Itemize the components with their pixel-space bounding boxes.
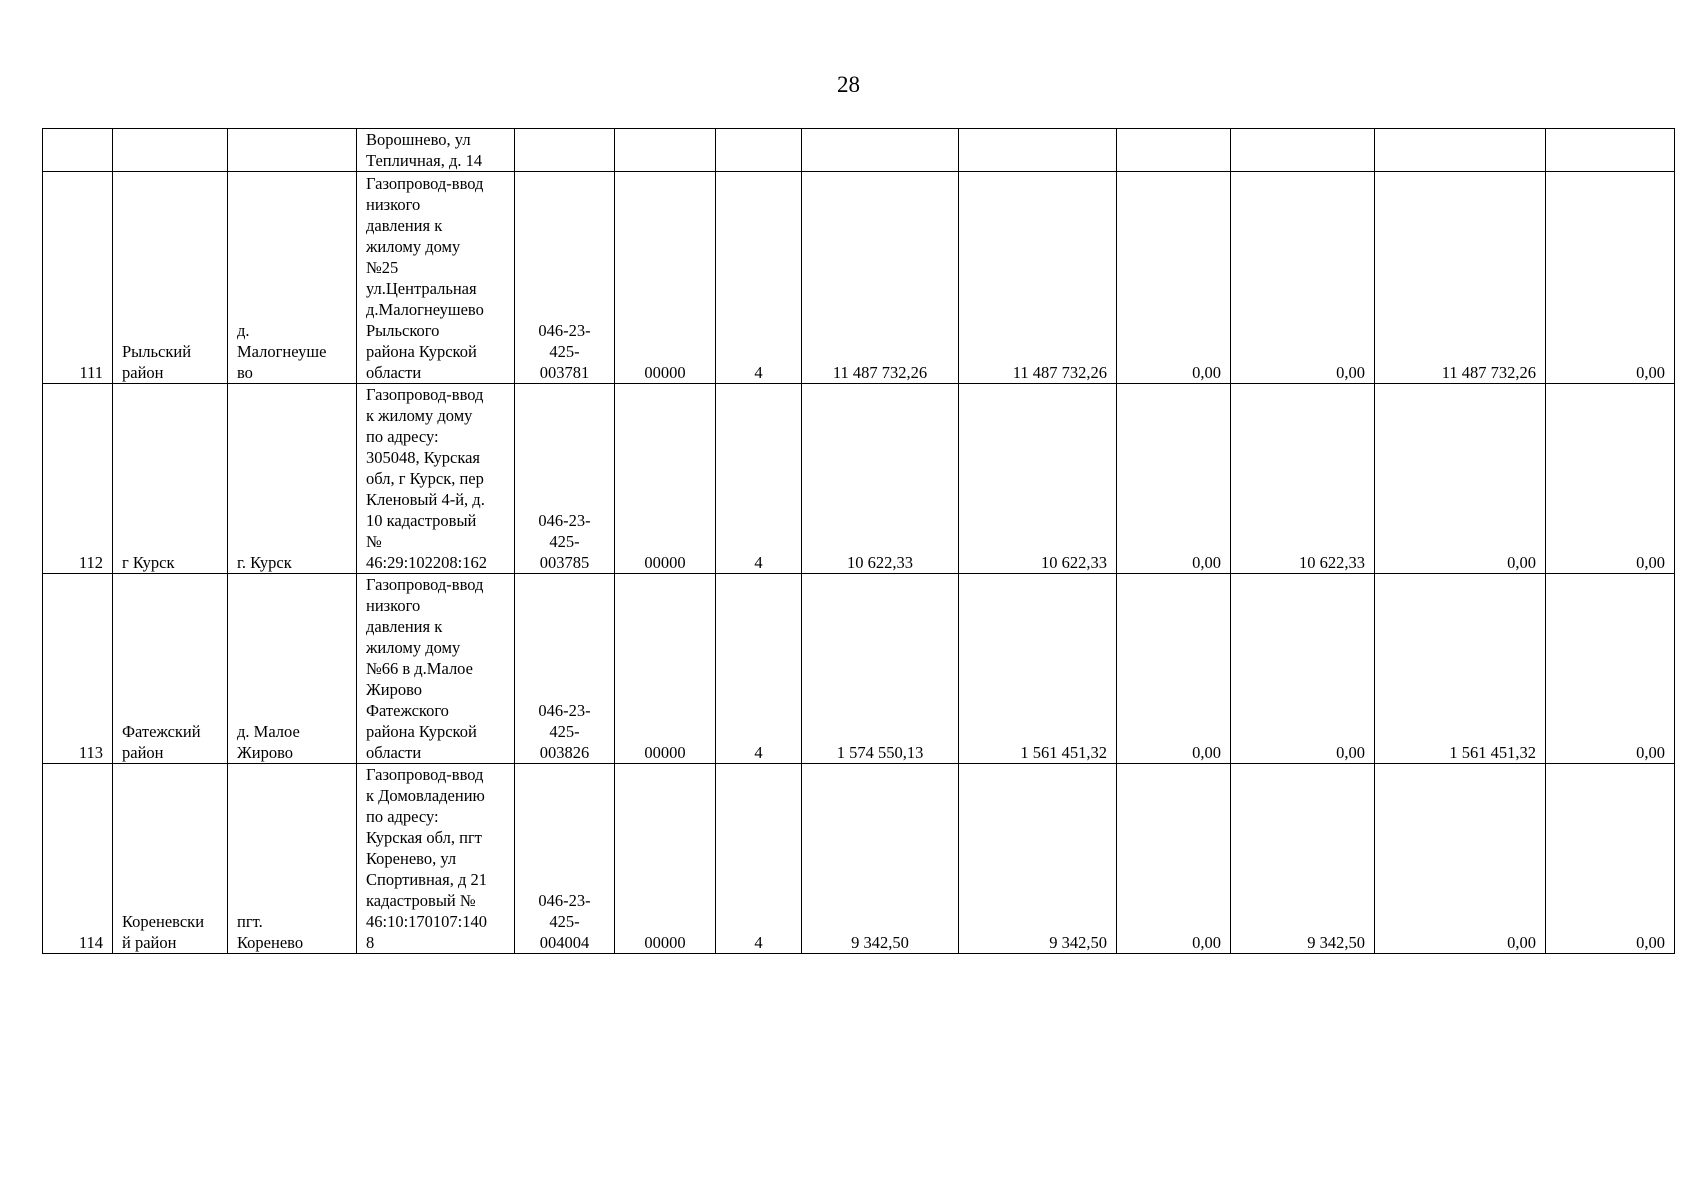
cell-district [113, 129, 228, 172]
cell-locality: д. Малогнеуше во [228, 172, 357, 384]
cell-code: 046-23- 425- 003826 [515, 574, 615, 764]
cell-v3: 0,00 [1117, 172, 1231, 384]
page-number: 28 [837, 72, 860, 97]
cell-v4 [1231, 129, 1375, 172]
cell-v1: 9 342,50 [802, 764, 959, 954]
cell-no: 112 [43, 384, 113, 574]
cell-v2: 10 622,33 [959, 384, 1117, 574]
cell-c6: 00000 [615, 764, 716, 954]
cell-description: Газопровод-ввод к жилому дому по адресу: 305048, Курская обл, г Курск, пер Кленовый 4-й, д. 10 кадастровый № 46:29:102208:162 [357, 384, 515, 574]
cell-c6: 00000 [615, 574, 716, 764]
registry-table [42, 128, 1675, 954]
cell-description: Газопровод-ввод низкого давления к жилому дому №66 в д.Малое Жирово Фатежского района Курской области [357, 574, 515, 764]
cell-code: 046-23- 425- 003785 [515, 384, 615, 574]
cell-v4: 0,00 [1231, 172, 1375, 384]
table-row [43, 764, 1675, 954]
cell-v6 [1546, 129, 1675, 172]
cell-v5: 11 487 732,26 [1375, 172, 1546, 384]
cell-v6: 0,00 [1546, 574, 1675, 764]
cell-no: 111 [43, 172, 113, 384]
cell-locality: пгт. Коренево [228, 764, 357, 954]
cell-v4: 0,00 [1231, 574, 1375, 764]
cell-v3: 0,00 [1117, 574, 1231, 764]
cell-locality [228, 129, 357, 172]
table-row [43, 384, 1675, 574]
cell-v2: 9 342,50 [959, 764, 1117, 954]
cell-v1: 10 622,33 [802, 384, 959, 574]
cell-c7 [716, 129, 802, 172]
cell-locality: г. Курск [228, 384, 357, 574]
cell-district: Кореневски й район [113, 764, 228, 954]
cell-c7: 4 [716, 172, 802, 384]
cell-code: 046-23- 425- 003781 [515, 172, 615, 384]
cell-c6: 00000 [615, 384, 716, 574]
cell-c7: 4 [716, 384, 802, 574]
cell-code [515, 129, 615, 172]
cell-code: 046-23- 425- 004004 [515, 764, 615, 954]
cell-c7: 4 [716, 764, 802, 954]
table-row [43, 574, 1675, 764]
cell-v6: 0,00 [1546, 172, 1675, 384]
cell-v4: 10 622,33 [1231, 384, 1375, 574]
cell-v1 [802, 129, 959, 172]
cell-v3 [1117, 129, 1231, 172]
cell-district: Рыльский район [113, 172, 228, 384]
table-row-continuation [43, 129, 1675, 172]
cell-v4: 9 342,50 [1231, 764, 1375, 954]
cell-v5: 0,00 [1375, 764, 1546, 954]
cell-no: 113 [43, 574, 113, 764]
cell-district: Фатежский район [113, 574, 228, 764]
cell-v6: 0,00 [1546, 764, 1675, 954]
cell-v5: 1 561 451,32 [1375, 574, 1546, 764]
cell-v1: 11 487 732,26 [802, 172, 959, 384]
cell-v6: 0,00 [1546, 384, 1675, 574]
cell-c6: 00000 [615, 172, 716, 384]
cell-no [43, 129, 113, 172]
cell-no: 114 [43, 764, 113, 954]
cell-v5: 0,00 [1375, 384, 1546, 574]
cell-v2: 11 487 732,26 [959, 172, 1117, 384]
cell-c7: 4 [716, 574, 802, 764]
cell-v2: 1 561 451,32 [959, 574, 1117, 764]
cell-district: г Курск [113, 384, 228, 574]
cell-v1: 1 574 550,13 [802, 574, 959, 764]
cell-v2 [959, 129, 1117, 172]
cell-c6 [615, 129, 716, 172]
cell-description: Газопровод-ввод низкого давления к жилому дому №25 ул.Центральная д.Малогнеушево Рыльского района Курской области [357, 172, 515, 384]
cell-v3: 0,00 [1117, 764, 1231, 954]
cell-description: Ворошнево, ул Тепличная, д. 14 [357, 129, 515, 172]
table-row [43, 172, 1675, 384]
cell-v3: 0,00 [1117, 384, 1231, 574]
cell-v5 [1375, 129, 1546, 172]
cell-locality: д. Малое Жирово [228, 574, 357, 764]
cell-description: Газопровод-ввод к Домовладению по адресу: Курская обл, пгт Коренево, ул Спортивная, д 21 кадастровый № 46:10:170107:140 8 [357, 764, 515, 954]
